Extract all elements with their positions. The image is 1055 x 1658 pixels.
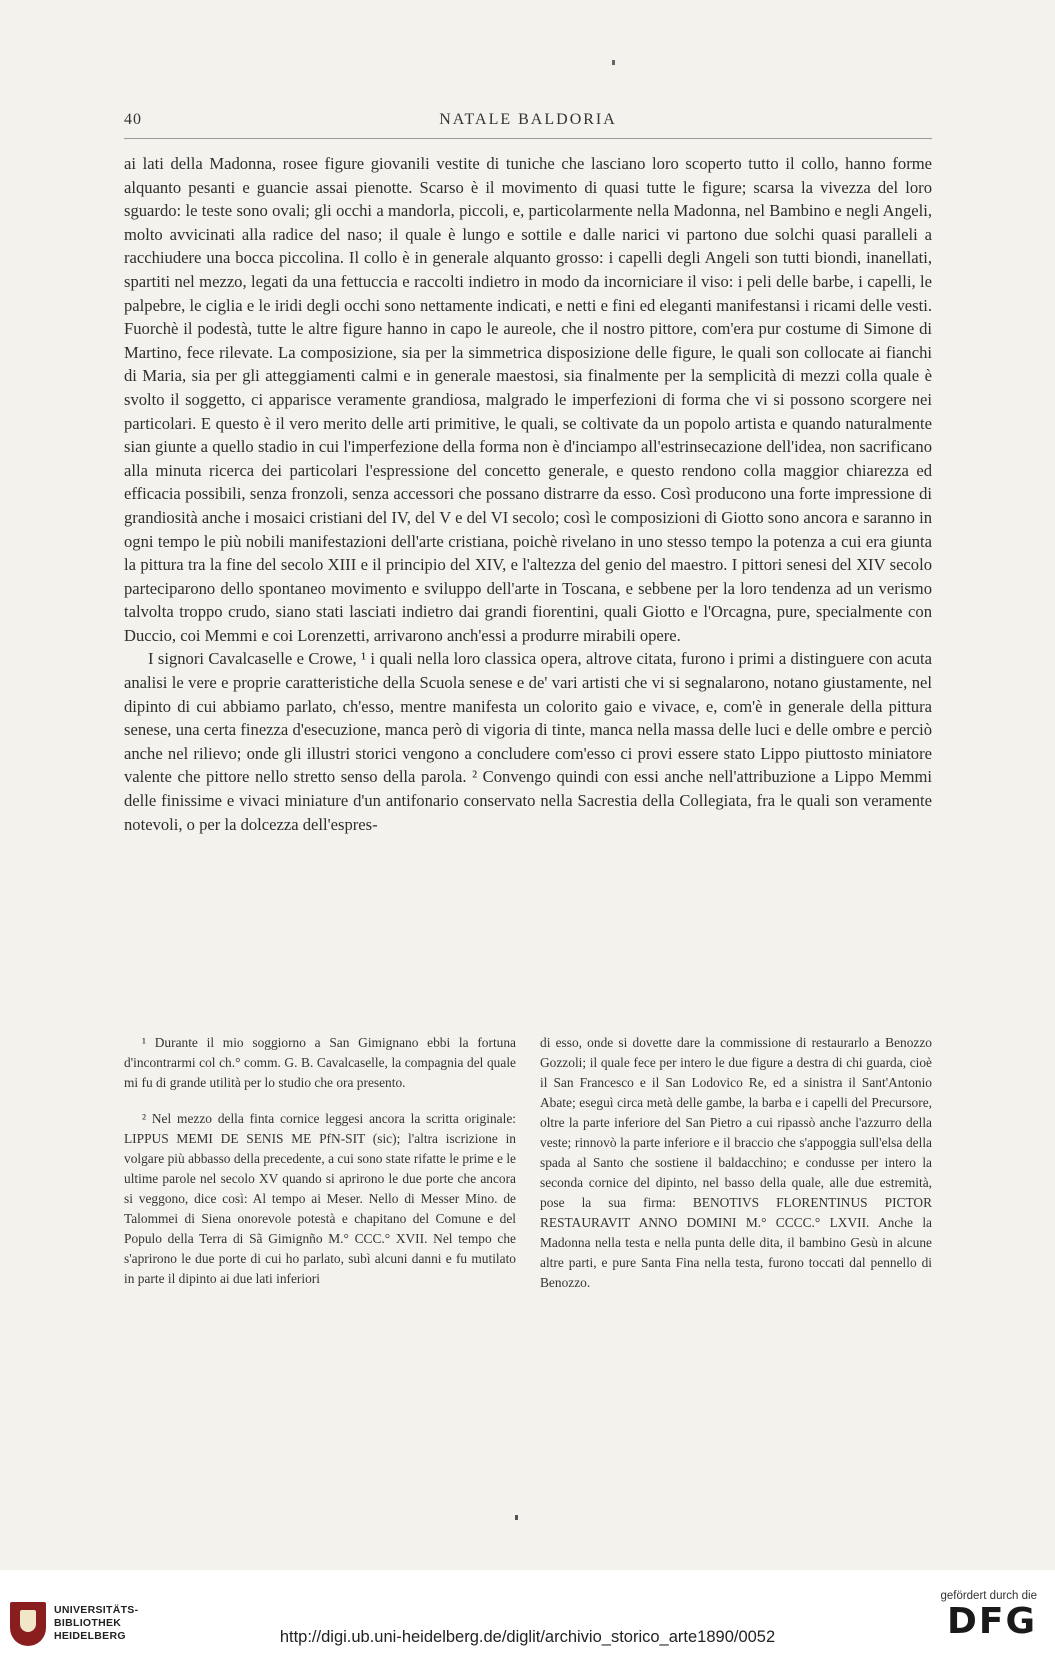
page-number: 40 [124,111,142,128]
running-head [124,107,932,133]
viewer-footer [0,1570,1055,1658]
dfg-logo[interactable] [912,1590,1037,1650]
footnote-1: ¹ Durante il mio soggiorno a San Gimignano ebbi la fortuna d'incontrarmi col ch.° comm. G. B. Cavalcaselle, la compagnia del quale mi fu di grande utilità per lo studio che ora presento. [124,1035,516,1090]
dfg-wordmark: DFG [946,1601,1037,1642]
library-name-line: HEIDELBERG [54,1630,126,1642]
footnote-2-continued: di esso, onde si dovette dare la commissione di restaurarlo a Benozzo Gozzoli; il quale fece per intero le due figure a destra di chi guarda, cioè il San Francesco e il San Lodovico Re, ed a sinistra il Sant'Antonio Abate; eseguì circa metà delle gambe, la barba e i capelli del Precursore, oltre la parte inferiore del San Pietro a cui ripassò anche l'azzurro della veste; rinnovò la parte inferiore e il braccio che s'appoggia sull'elsa della spada al Santo che sostiene il baldacchino; e condusse per intero la seconda cornice del dipinto, nel basso della quale, alle due estremità, pose la sua firma: BENOTIVS FLORENTINUS PICTOR RESTAURAVIT ANNO DOMINI M.° CCCC.° LXVII. Anche la Madonna nella testa e nella punta delle dita, il bambino Gesù in alcune altre parti, e pure Santa Fina nella testa, furono toccati dal pennello di Benozzo. [540,1035,932,1290]
scan-mark [612,60,615,65]
running-title: NATALE BALDORIA [439,111,617,128]
library-name-line: UNIVERSITÄTS- [54,1604,139,1616]
footnote-column-left [124,1033,516,1305]
body-text [124,152,932,836]
library-name-line: BIBLIOTHEK [54,1617,122,1629]
header-rule [124,138,932,139]
permalink-url[interactable]: http://digi.ub.uni-heidelberg.de/diglit/archivio_storico_arte1890/0052 [279,1628,776,1646]
footnote-column-right [540,1033,932,1309]
paragraph: I signori Cavalcaselle e Crowe, ¹ i quali nella loro classica opera, altrove citata, furono i primi a distinguere con acuta analisi le vere e proprie caratteristiche della Scuola senese e de' vari artisti che vi si segnalarono, notano giustamente, nel dipinto di cui abbiamo parlato, ch'esso, mentre manifesta un colorito gaio e vivace, e, com'è in generale della pittura senese, una certa finezza d'esecuzione, manca però di vigoria di tinte, manca nella massa delle luci e delle ombre e perciò anche nel rilievo; onde gli illustri storici vengono a concludere com'esso ci provi essere stato Lippo piuttosto miniatore valente che pittore nello stretto senso della parola. ² Convengo quindi con essi anche nell'attribuzione a Lippo Memmi delle finissime e vivaci miniature d'un antifonario conservato nella Sacrestia della Collegiata, fra le quali son veramente notevoli, o per la dolcezza dell'espres- [124,649,932,834]
paragraph: ai lati della Madonna, rosee figure giovanili vestite di tuniche che lasciano loro scoperto tutto il collo, hanno forme alquanto pesanti e guancie assai pienotte. Scarso è il movimento di quasi tutte le figure; scarsa la vivezza del loro sguardo: le teste sono ovali; gli occhi a mandorla, piccoli, e, particolarmente nella Madonna, nel Bambino e negli Angeli, molto avvicinati alla radice del naso; il quale è lungo e sottile e dalle narici vi partono due solchi quasi paralleli a racchiudere una bocca piccolina. Il collo è in generale alquanto grosso: i capelli degli Angeli son tutti biondi, inanellati, spartiti nel mezzo, legati da una fettuccia e raccolti indietro in modo da incorniciare il viso: i peli delle barbe, i capelli, le palpebre, le ciglia e le iridi degli occhi sono nettamente indicati, e netti e fini ed eleganti manifestansi i ricami delle vesti. Fuorchè il podestà, tutte le altre figure hanno in capo le aureole, che il nostro pittore, com'era pur costume di Simone di Martino, fece rilevate. La composizione, sia per la simmetrica disposizione delle figure, le quali son collocate ai fianchi di Maria, sia per gli atteggiamenti calmi e in generale maestosi, sia finalmente per la semplicità di mezzi colla quale è svolto il soggetto, ci apparisce veramente grandiosa, malgrado le imperfezioni di forma che vi si possono scorgere nei particolari. E questo è il vero merito delle arti primitive, le quali, se coltivate da un popolo artista e quando naturalmente sian giunte a quello stadio in cui l'imperfezione della forma non è d'inciampo all'estrinsecazione dell'idea, non sacrificano alla minuta ricerca dei particolari l'espressione del concetto generale, e questo rendono colla maggior chiarezza ed efficacia possibili, senza fronzoli, senza accessori che possano distrarre da esso. Così producono una forte impressione di grandiosità anche i mosaici cristiani del IV, del V e del VI secolo; così le composizioni di Giotto sono ancora e saranno in ogni tempo le più nobili manifestazioni dell'arte cristiana, poichè rivelano in uno stesso tempo la potenza a cui era giunta la pittura tra la fine del secolo XIII e il principio del XIV, e l'altezza del genio del maestro. I pittori senesi del XIV secolo parteciparono dello spontaneo movimento e sviluppo dell'arte in Toscana, e sebbene per la loro tendenza ad un verismo talvolta troppo crudo, siano stati lasciati indietro dai grandi fiorentini, quali Giotto e l'Orcagna, pure, specialmente con Duccio, coi Memmi e coi Lorenzetti, arrivarono anch'essi a produrre mirabili opere. [124,154,932,645]
scan-mark [515,1515,518,1520]
footnote-2: ² Nel mezzo della finta cornice leggesi ancora la scritta originale: LIPPUS MEMI DE SENIS ME PfN-SIT (sic); l'altra iscrizione in volgare più abbasso della precedente, a cui sono state rifatte le prime e le ultime parole nel secolo XV quando si aprirono le due porte che ancora si veggono, dice così: Al tempo ai Meser. Nello di Messer Mino. de Talommei di Siena onorevole potestà e chapitano del Comune e del Populo della Terra di Sã Gimignño M.° CCC.° XVII. Nel tempo che s'aprirono le due porte di cui ho parlato, subì alcuni danni e fu mutilato in parte il dipinto ai due lati inferiori [124,1111,516,1286]
funded-by-label: gefördert durch die [940,1590,1037,1602]
